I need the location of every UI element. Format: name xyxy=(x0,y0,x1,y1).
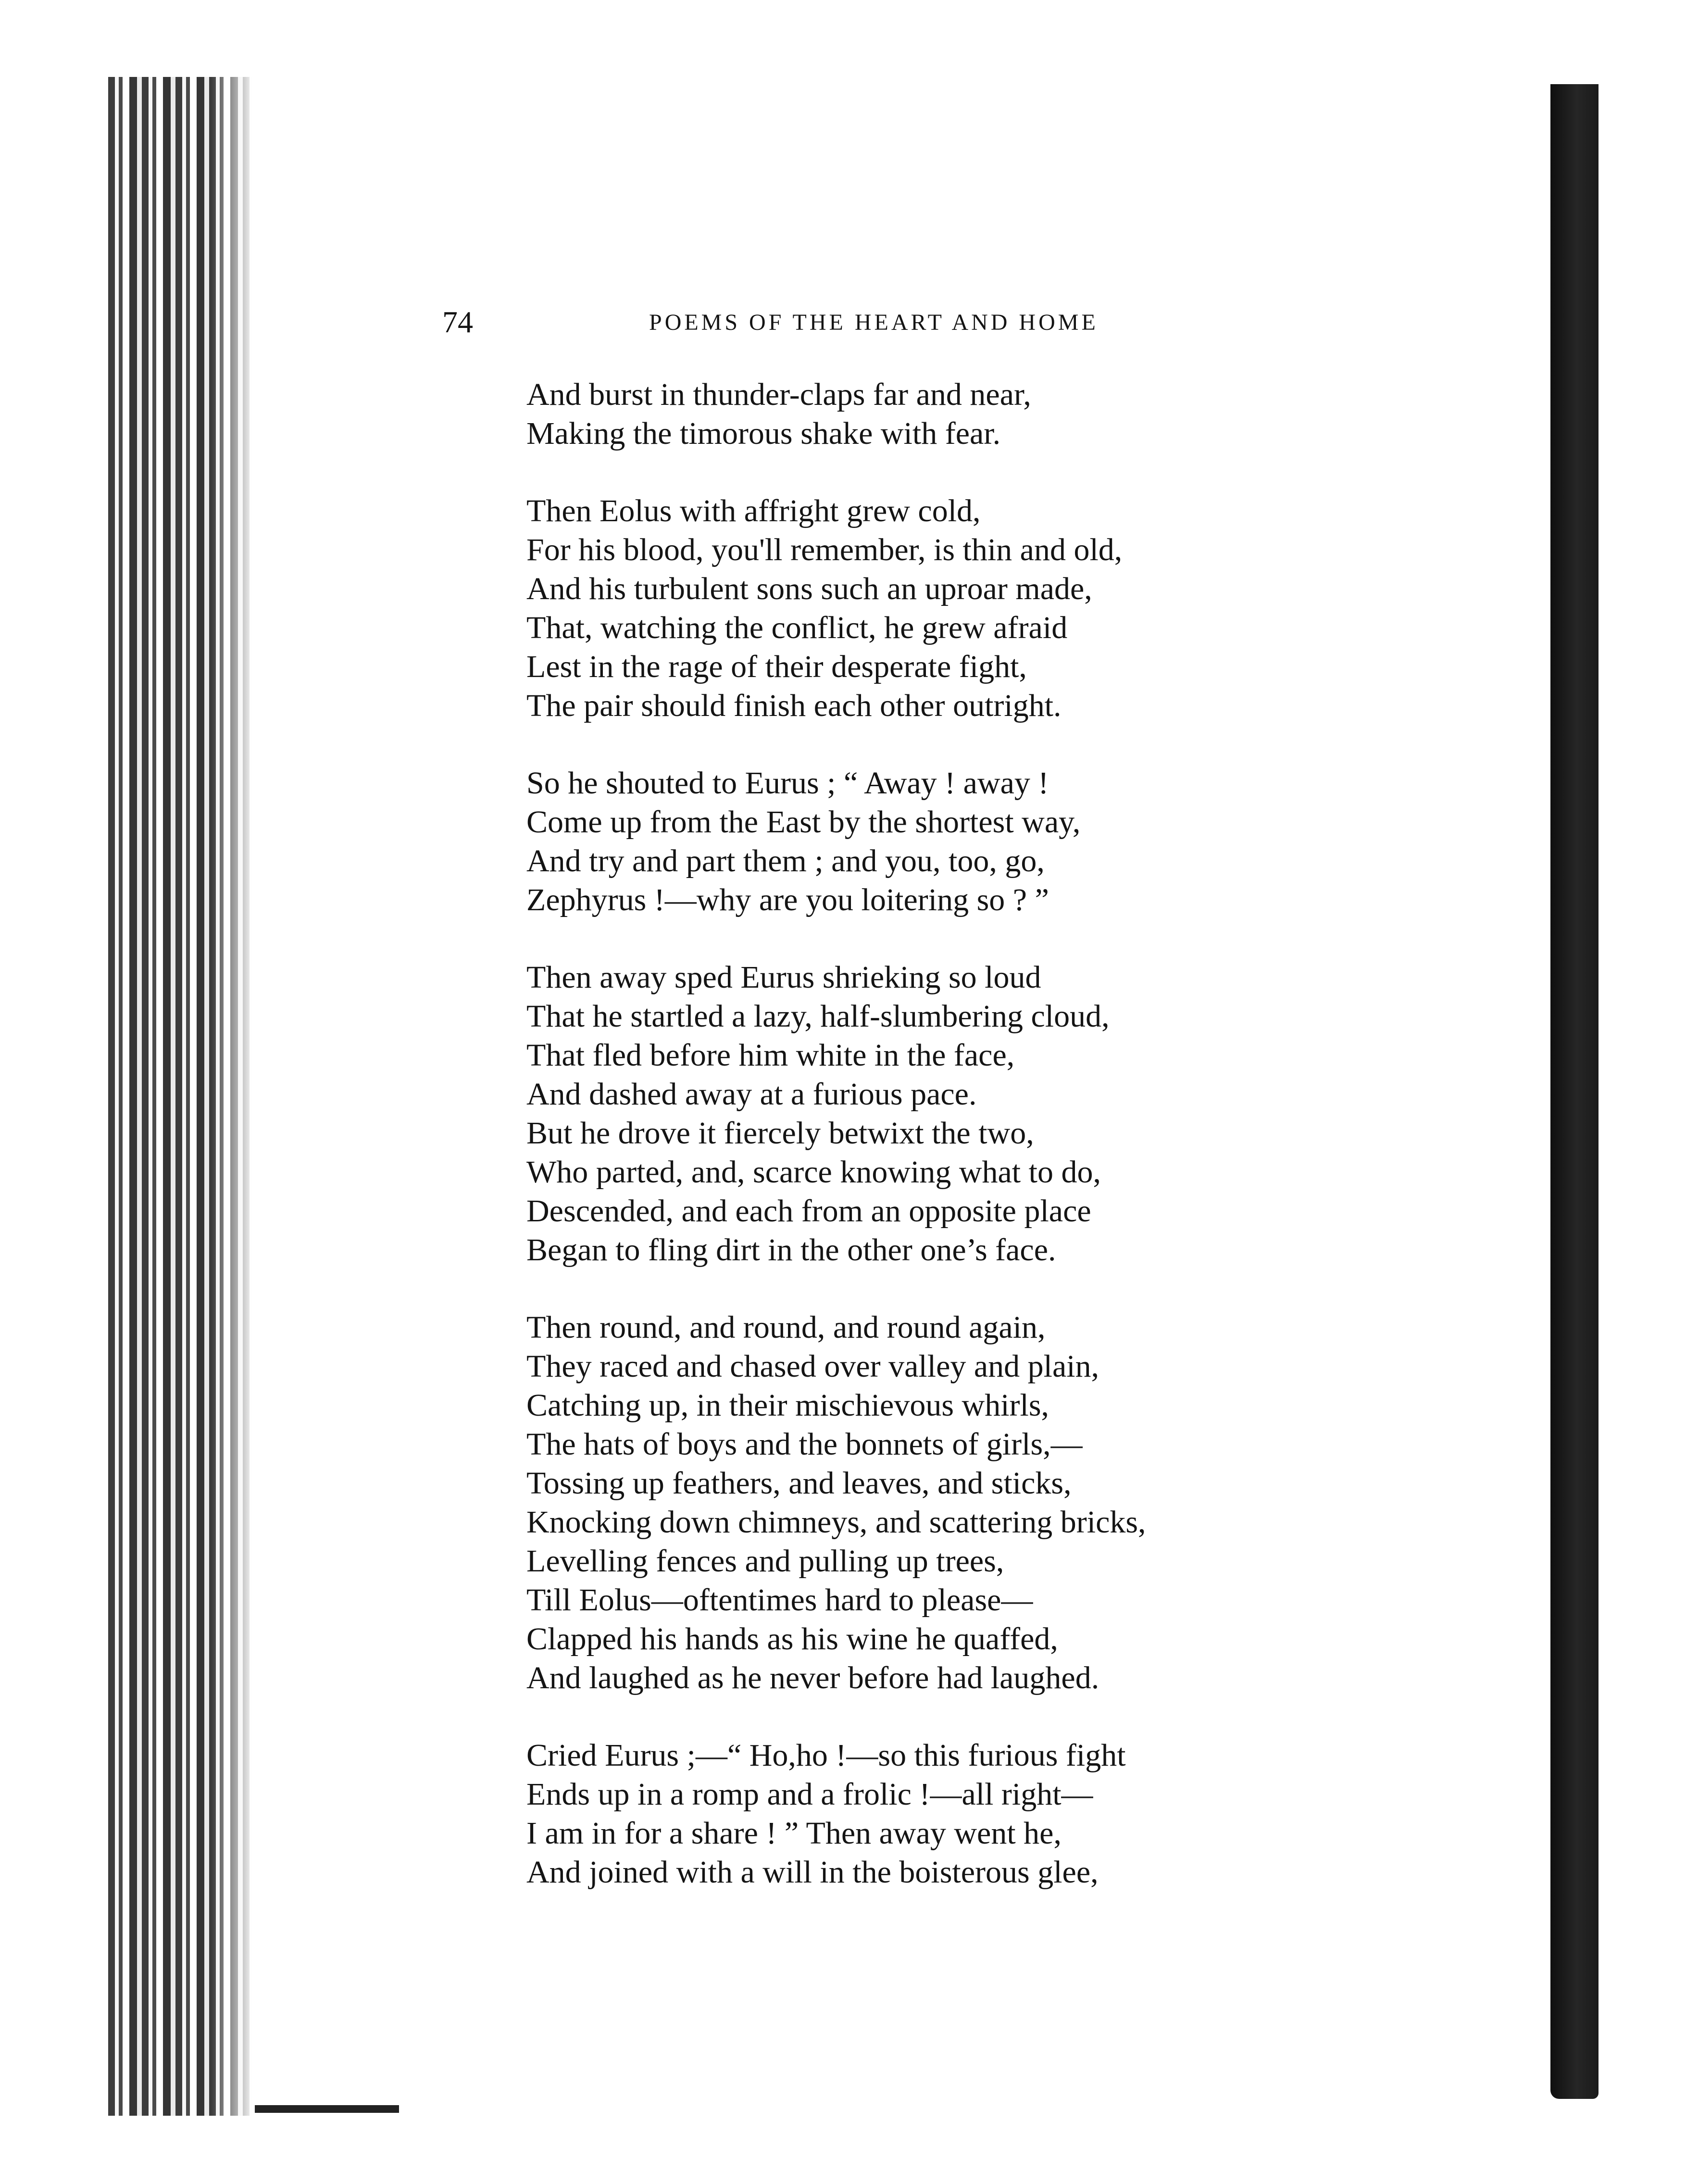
stanza xyxy=(526,1308,1488,1697)
poem-line: They raced and chased over valley and plain, xyxy=(526,1349,1099,1384)
poem-line: And burst in thunder-claps far and near, xyxy=(526,377,1031,412)
poem-line: So he shouted to Eurus ; “ Away ! away ! xyxy=(526,766,1049,801)
bottom-scan-smudge xyxy=(255,2105,399,2113)
poem-line: Then round, and round, and round again, xyxy=(526,1310,1046,1345)
poem-line: Zephyrus !—why are you loitering so ? ” xyxy=(526,882,1049,917)
poem-body xyxy=(526,375,1488,1930)
poem-line: Lest in the rage of their desperate fight, xyxy=(526,649,1027,684)
poem-line: And laughed as he never before had laughed. xyxy=(526,1660,1099,1695)
poem-line: Then Eolus with affright grew cold, xyxy=(526,493,981,528)
poem-line: The pair should finish each other outright. xyxy=(526,688,1062,723)
scanned-page-right-edge xyxy=(1550,84,1599,2099)
poem-line: Come up from the East by the shortest way, xyxy=(526,804,1081,840)
stanza xyxy=(526,491,1488,725)
poem-line: That, watching the conflict, he grew afraid xyxy=(526,610,1068,645)
page-number: 74 xyxy=(442,305,473,339)
poem-line: The hats of boys and the bonnets of girls,— xyxy=(526,1427,1083,1462)
poem-line: Descended, and each from an opposite place xyxy=(526,1193,1091,1229)
poem-line: Who parted, and, scarce knowing what to do, xyxy=(526,1155,1101,1190)
left-edge-shadow xyxy=(212,77,255,2116)
poem-line: That he startled a lazy, half-slumbering cloud, xyxy=(526,999,1110,1034)
poem-line: Catching up, in their mischievous whirls, xyxy=(526,1388,1049,1423)
poem-line: Till Eolus—oftentimes hard to please— xyxy=(526,1582,1033,1618)
poem-line: And try and part them ; and you, too, go, xyxy=(526,843,1045,879)
poem-line: Ends up in a romp and a frolic !—all right— xyxy=(526,1777,1093,1812)
poem-line: But he drove it fiercely betwixt the two, xyxy=(526,1116,1034,1151)
poem-line: Levelling fences and pulling up trees, xyxy=(526,1544,1004,1579)
stanza xyxy=(526,958,1488,1269)
poem-line: Tossing up feathers, and leaves, and sticks, xyxy=(526,1466,1072,1501)
poem-line: Began to fling dirt in the other one’s face. xyxy=(526,1232,1056,1268)
poem-line: Then away sped Eurus shrieking so loud xyxy=(526,960,1041,995)
stanza xyxy=(526,375,1488,453)
poem-line: That fled before him white in the face, xyxy=(526,1038,1015,1073)
poem-line: Clapped his hands as his wine he quaffed, xyxy=(526,1621,1058,1657)
poem-line: And joined with a will in the boisterous glee, xyxy=(526,1855,1099,1890)
poem-line: For his blood, you'll remember, is thin and old, xyxy=(526,532,1123,567)
poem-line: And his turbulent sons such an uproar made, xyxy=(526,571,1092,606)
running-head: POEMS OF THE HEART AND HOME xyxy=(649,310,1099,335)
page-header xyxy=(442,303,1221,341)
stanza xyxy=(526,764,1488,919)
poem-line: Making the timorous shake with fear. xyxy=(526,416,1001,451)
poem-line: Cried Eurus ;—“ Ho,ho !—so this furious fight xyxy=(526,1738,1126,1773)
stanza xyxy=(526,1736,1488,1892)
poem-line: I am in for a share ! ” Then away went he, xyxy=(526,1816,1062,1851)
poem-line: And dashed away at a furious pace. xyxy=(526,1077,977,1112)
poem-line: Knocking down chimneys, and scattering bricks, xyxy=(526,1505,1146,1540)
